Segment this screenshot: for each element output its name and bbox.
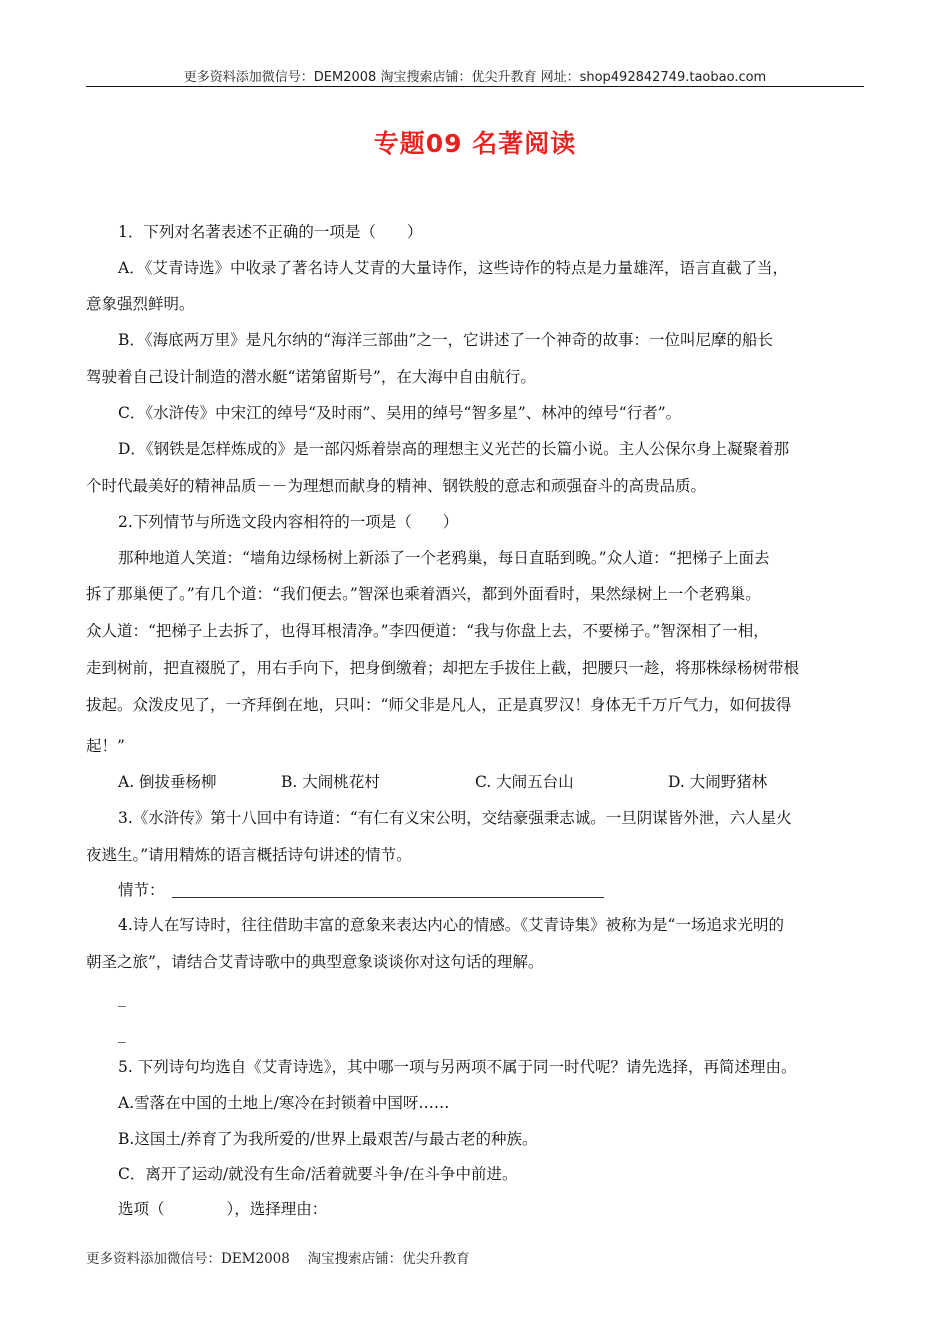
q1-stem: 1．下列对名著表述不正确的一项是（ ） bbox=[118, 223, 423, 241]
q3-stem-cont: 夜逃生。”请用精炼的语言概括诗句讲述的情节。 bbox=[86, 846, 412, 864]
q5-option-c: C．离开了运动/就没有生命/活着就要斗争/在斗争中前进。 bbox=[118, 1165, 518, 1183]
q3-answer-label: 情节： bbox=[118, 881, 165, 899]
q1-option-c: C．《水浒传》中宋江的绰号“及时雨”、吴用的绰号“智多星”、林冲的绰号“行者”。 bbox=[118, 404, 682, 422]
q4-answer-blank[interactable]: _ bbox=[118, 989, 126, 1007]
q2-option-c: C. 大闹五台山 bbox=[475, 773, 574, 791]
q1-option-a: A．《艾青诗选》中收录了著名诗人艾青的大量诗作，这些诗作的特点是力量雄浑，语言直截了当， bbox=[118, 259, 788, 277]
q1-option-b: B．《海底两万里》是凡尔纳的“海洋三部曲”之一，它讲述了一个神奇的故事：一位叫尼摩的船长 bbox=[118, 331, 773, 349]
q5-answer-prompt: 选项（ ），选择理由： bbox=[118, 1200, 328, 1218]
q3-stem: 3.《水浒传》第十八回中有诗道：“有仁有义宋公明，交结豪强秉志诚。一旦阴谋皆外泄，六人星火 bbox=[118, 809, 792, 827]
q4-stem: 4.诗人在写诗时，往往借助丰富的意象来表达内心的情感。《艾青诗集》被称为是“一场追求光明的 bbox=[118, 916, 784, 934]
q1-option-a-cont: 意象强烈鲜明。 bbox=[86, 295, 195, 313]
q2-passage-line: 拔起。众泼皮见了，一齐拜倒在地，只叫：“师父非是凡人，正是真罗汉！身体无千万斤气力，如何拔得 bbox=[86, 696, 792, 714]
q5-option-b: B.这国土/养育了为我所爱的/世界上最艰苦/与最古老的种族。 bbox=[118, 1130, 538, 1148]
page-title: 专题09 名著阅读 bbox=[373, 129, 577, 158]
header-divider bbox=[86, 86, 864, 87]
q4-answer-blank[interactable]: _ bbox=[118, 1025, 126, 1043]
q2-passage-line: 那种地道人笑道：“墙角边绿杨树上新添了一个老鸦巢，每日直聒到晚。”众人道：“把梯子上面去 bbox=[118, 549, 770, 567]
q2-stem: 2.下列情节与所选文段内容相符的一项是（ ） bbox=[118, 513, 459, 531]
q2-option-a: A. 倒拔垂杨柳 bbox=[118, 773, 217, 791]
q1-option-d-cont: 个时代最美好的精神品质－－为理想而献身的精神、钢铁般的意志和顽强奋斗的高贵品质。 bbox=[86, 477, 707, 495]
q3-answer-line[interactable] bbox=[172, 897, 604, 898]
q2-passage-line: 起！” bbox=[86, 737, 125, 755]
q2-passage-line: 拆了那巢便了。”有几个道：“我们便去。”智深也乘着酒兴，都到外面看时，果然绿树上一个老鸦巢。 bbox=[86, 585, 761, 603]
q2-option-d: D. 大闹野猪林 bbox=[668, 773, 768, 791]
q5-option-a: A.雪落在中国的土地上/寒冷在封锁着中国呀…… bbox=[118, 1094, 450, 1112]
q5-stem: 5. 下列诗句均选自《艾青诗选》，其中哪一项与另两项不属于同一时代呢？请先选择，再简述理由。 bbox=[118, 1058, 797, 1076]
q4-stem-cont: 朝圣之旅”，请结合艾青诗歌中的典型意象谈谈你对这句话的理解。 bbox=[86, 953, 544, 971]
q2-option-b: B. 大闹桃花村 bbox=[281, 773, 380, 791]
q2-passage-line: 走到树前，把直裰脱了，用右手向下，把身倒缴着；却把左手拔住上截，把腰只一趁，将那株绿杨树带根 bbox=[86, 659, 800, 677]
q2-passage-line: 众人道：“把梯子上去拆了，也得耳根清净。”李四便道：“我与你盘上去，不要梯子。”智深相了一相， bbox=[86, 622, 769, 640]
page-footer: 更多资料添加微信号：DEM2008 淘宝搜索店铺：优尖升教育 bbox=[86, 1251, 470, 1267]
page-header: 更多资料添加微信号：DEM2008 淘宝搜索店铺：优尖升教育 网址：shop492842749.taobao.com bbox=[183, 70, 767, 85]
q1-option-d: D．《钢铁是怎样炼成的》是一部闪烁着崇高的理想主义光芒的长篇小说。主人公保尔身上凝聚着那 bbox=[118, 440, 790, 458]
q1-option-b-cont: 驾驶着自己设计制造的潜水艇“诺第留斯号”，在大海中自由航行。 bbox=[86, 368, 536, 386]
